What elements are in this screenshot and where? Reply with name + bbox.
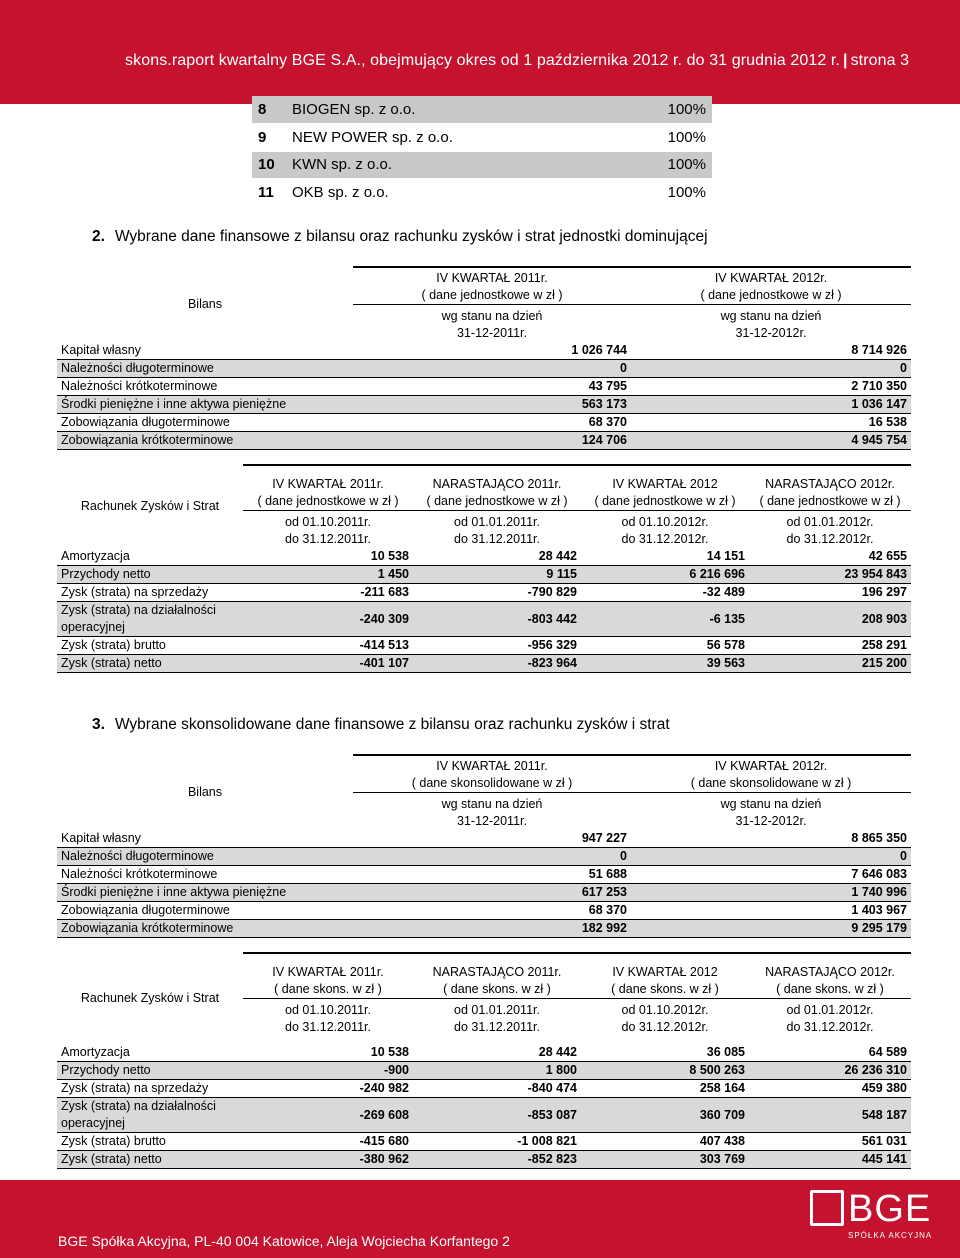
column-subheader: od 01.01.2012r. do 31.12.2012r. (786, 515, 874, 546)
value-cell: -415 680 (243, 1133, 413, 1151)
table-row (57, 342, 911, 360)
value-cell: 8 865 350 (631, 830, 911, 848)
table-row (57, 1151, 911, 1169)
pl-standalone-table (57, 464, 911, 673)
row-label: Zobowiązania krótkoterminowe (57, 432, 353, 450)
table-row (57, 1098, 911, 1133)
table-row (252, 124, 712, 152)
table-row (57, 920, 911, 938)
table-row (57, 884, 911, 902)
value-cell: 23 954 843 (749, 566, 911, 584)
section-heading: Wybrane skonsolidowane dane finansowe z bilansu oraz rachunku zysków i strat (114, 716, 670, 733)
value-cell: 10 538 (243, 1044, 413, 1062)
column-subheader: od 01.01.2012r. do 31.12.2012r. (786, 1003, 874, 1034)
value-cell: 28 442 (413, 1044, 581, 1062)
value-cell: 360 709 (581, 1098, 749, 1133)
column-subheader: od 01.01.2011r. do 31.12.2011r. (454, 515, 540, 546)
column-header: IV KWARTAŁ 2011r. ( dane jednostkowe w zł ) (243, 465, 413, 511)
section-number: 3. (92, 716, 105, 733)
value-cell: 9 295 179 (631, 920, 911, 938)
logo-text: BGE (848, 1188, 932, 1230)
value-cell: 1 036 147 (631, 396, 911, 414)
section-2-title (92, 228, 708, 246)
value-cell: -240 982 (243, 1080, 413, 1098)
column-subheader: wg stanu na dzień 31-12-2012r. (720, 309, 822, 340)
row-label: Zysk (strata) netto (57, 1151, 243, 1169)
value-cell: 182 992 (353, 920, 631, 938)
value-cell: -32 489 (581, 584, 749, 602)
value-cell: 1 026 744 (353, 342, 631, 360)
row-label: Kapitał własny (57, 342, 353, 360)
value-cell: 36 085 (581, 1044, 749, 1062)
row-label: Zysk (strata) na działalności operacyjnej (57, 602, 243, 637)
value-cell: 196 297 (749, 584, 911, 602)
table-row (57, 432, 911, 450)
value-cell: -211 683 (243, 584, 413, 602)
row-label: Przychody netto (57, 1062, 243, 1080)
value-cell: 563 173 (353, 396, 631, 414)
value-cell: 617 253 (353, 884, 631, 902)
row-label: Przychody netto (57, 566, 243, 584)
value-cell: 0 (353, 848, 631, 866)
column-subheader: od 01.10.2011r. do 31.12.2011r. (285, 1003, 371, 1034)
value-cell: -852 823 (413, 1151, 581, 1169)
value-cell: -6 135 (581, 602, 749, 637)
column-subheader: wg stanu na dzień 31-12-2012r. (720, 797, 822, 828)
column-header: IV KWARTAŁ 2012 ( dane jednostkowe w zł ) (581, 465, 749, 511)
row-label: Zysk (strata) na działalności operacyjnej (57, 1098, 243, 1133)
value-cell: -900 (243, 1062, 413, 1080)
table-row (57, 1044, 911, 1062)
row-label: Zobowiązania długoterminowe (57, 414, 353, 432)
row-label: Zysk (strata) na sprzedaży (57, 584, 243, 602)
value-cell: 43 795 (353, 378, 631, 396)
column-subheader: od 01.10.2012r. do 31.12.2012r. (621, 1003, 709, 1034)
row-label: Należności krótkoterminowe (57, 378, 353, 396)
table-row (57, 584, 911, 602)
value-cell: 258 291 (749, 637, 911, 655)
subsidiary-number: 9 (252, 124, 290, 152)
value-cell: 0 (631, 360, 911, 378)
table-row (57, 637, 911, 655)
row-label: Amortyzacja (57, 1044, 243, 1062)
subsidiary-share: 100% (612, 124, 712, 152)
row-label: Należności długoterminowe (57, 848, 353, 866)
table-row (57, 548, 911, 566)
table-row (57, 655, 911, 673)
value-cell: 4 945 754 (631, 432, 911, 450)
value-cell: 215 200 (749, 655, 911, 673)
subsidiaries-table (252, 96, 712, 207)
subsidiary-number: 11 (252, 179, 290, 207)
table-row (57, 1062, 911, 1080)
value-cell: -803 442 (413, 602, 581, 637)
table-row (57, 566, 911, 584)
row-label: Należności krótkoterminowe (57, 866, 353, 884)
value-cell: -840 474 (413, 1080, 581, 1098)
value-cell: 68 370 (353, 902, 631, 920)
value-cell: 28 442 (413, 548, 581, 566)
subsidiary-share: 100% (612, 179, 712, 207)
value-cell: 445 141 (749, 1151, 911, 1169)
value-cell: 8 714 926 (631, 342, 911, 360)
value-cell: -269 608 (243, 1098, 413, 1133)
column-header: IV KWARTAŁ 2011r. ( dane skonsolidowane w zł ) (353, 755, 631, 793)
row-label: Kapitał własny (57, 830, 353, 848)
table-row (252, 151, 712, 179)
value-cell: -956 329 (413, 637, 581, 655)
value-cell: 258 164 (581, 1080, 749, 1098)
subsidiary-number: 8 (252, 96, 290, 124)
balance-consolidated-table (57, 754, 911, 938)
report-title: skons.raport kwartalny BGE S.A., obejmujący okres od 1 października 2012 r. do 31 grudnia 2012 r. (125, 52, 840, 69)
value-cell: -853 087 (413, 1098, 581, 1133)
value-cell: 10 538 (243, 548, 413, 566)
value-cell: 208 903 (749, 602, 911, 637)
page-header (0, 0, 960, 104)
value-cell: 26 236 310 (749, 1062, 911, 1080)
section-3-title (92, 716, 670, 734)
value-cell: 39 563 (581, 655, 749, 673)
column-header: IV KWARTAŁ 2012 ( dane skons. w zł ) (581, 953, 749, 999)
value-cell: 56 578 (581, 637, 749, 655)
logo-subtitle: SPÓŁKA AKCYJNA (848, 1231, 933, 1240)
value-cell: -414 513 (243, 637, 413, 655)
value-cell: 1 403 967 (631, 902, 911, 920)
value-cell: -380 962 (243, 1151, 413, 1169)
column-header: NARASTAJĄCO 2012r. ( dane skons. w zł ) (749, 953, 911, 999)
value-cell: 42 655 (749, 548, 911, 566)
section-heading: Wybrane dane finansowe z bilansu oraz rachunku zysków i strat jednostki dominującej (114, 228, 708, 245)
page-number: strona 3 (850, 52, 910, 69)
column-header: NARASTAJĄCO 2012r. ( dane jednostkowe w zł ) (749, 465, 911, 511)
table-label: Rachunek Zysków i Strat (80, 991, 220, 1005)
table-row (57, 1080, 911, 1098)
column-header: IV KWARTAŁ 2011r. ( dane skons. w zł ) (243, 953, 413, 999)
value-cell: 2 710 350 (631, 378, 911, 396)
value-cell: 9 115 (413, 566, 581, 584)
column-subheader: wg stanu na dzień 31-12-2011r. (441, 797, 543, 828)
table-row (57, 360, 911, 378)
company-address: BGE Spółka Akcyjna, PL-40 004 Katowice, Aleja Wojciecha Korfantego 2 (58, 1233, 510, 1249)
table-row (57, 902, 911, 920)
column-subheader: wg stanu na dzień 31-12-2011r. (441, 309, 543, 340)
value-cell: -401 107 (243, 655, 413, 673)
table-row (57, 866, 911, 884)
subsidiary-name: OKB sp. z o.o. (290, 179, 612, 207)
row-label: Zysk (strata) brutto (57, 637, 243, 655)
value-cell: 0 (631, 848, 911, 866)
column-header: NARASTAJĄCO 2011r. ( dane jednostkowe w zł ) (413, 465, 581, 511)
table-row (57, 414, 911, 432)
table-label: Bilans (187, 297, 223, 311)
column-header: IV KWARTAŁ 2012r. ( dane skonsolidowane w zł ) (631, 755, 911, 793)
row-label: Należności długoterminowe (57, 360, 353, 378)
value-cell: 14 151 (581, 548, 749, 566)
value-cell: 7 646 083 (631, 866, 911, 884)
subsidiary-share: 100% (612, 96, 712, 124)
value-cell: 947 227 (353, 830, 631, 848)
value-cell: 16 538 (631, 414, 911, 432)
column-subheader: od 01.10.2011r. do 31.12.2011r. (285, 515, 371, 546)
value-cell: 51 688 (353, 866, 631, 884)
table-row (57, 1133, 911, 1151)
table-row (57, 848, 911, 866)
row-label: Zobowiązania długoterminowe (57, 902, 353, 920)
header-separator: | (842, 52, 848, 69)
value-cell: -1 008 821 (413, 1133, 581, 1151)
value-cell: -790 829 (413, 584, 581, 602)
value-cell: 68 370 (353, 414, 631, 432)
row-label: Środki pieniężne i inne aktywa pieniężne (57, 396, 353, 414)
row-label: Zysk (strata) netto (57, 655, 243, 673)
row-label: Amortyzacja (57, 548, 243, 566)
row-label: Zysk (strata) brutto (57, 1133, 243, 1151)
subsidiary-number: 10 (252, 151, 290, 179)
value-cell: 459 380 (749, 1080, 911, 1098)
table-row (57, 378, 911, 396)
value-cell: 0 (353, 360, 631, 378)
header-text (125, 52, 909, 70)
pl-consolidated-table (57, 952, 911, 1169)
value-cell: 1 450 (243, 566, 413, 584)
row-label: Zysk (strata) na sprzedaży (57, 1080, 243, 1098)
table-row (57, 602, 911, 637)
value-cell: 1 800 (413, 1062, 581, 1080)
value-cell: 8 500 263 (581, 1062, 749, 1080)
row-label: Zobowiązania krótkoterminowe (57, 920, 353, 938)
value-cell: -240 309 (243, 602, 413, 637)
table-row (252, 179, 712, 207)
column-header: NARASTAJĄCO 2011r. ( dane skons. w zł ) (413, 953, 581, 999)
value-cell: 124 706 (353, 432, 631, 450)
value-cell: 64 589 (749, 1044, 911, 1062)
value-cell: 303 769 (581, 1151, 749, 1169)
column-header: IV KWARTAŁ 2012r. ( dane jednostkowe w zł ) (631, 267, 911, 305)
table-label: Rachunek Zysków i Strat (80, 499, 220, 513)
value-cell: 6 216 696 (581, 566, 749, 584)
value-cell: 407 438 (581, 1133, 749, 1151)
section-number: 2. (92, 228, 105, 245)
subsidiary-name: KWN sp. z o.o. (290, 151, 612, 179)
balance-standalone-table (57, 266, 911, 450)
table-row (57, 830, 911, 848)
table-row (57, 396, 911, 414)
value-cell: 548 187 (749, 1098, 911, 1133)
page-footer (0, 1180, 960, 1258)
subsidiary-name: BIOGEN sp. z o.o. (290, 96, 612, 124)
value-cell: -823 964 (413, 655, 581, 673)
table-label: Bilans (187, 785, 223, 799)
bge-logo (810, 1188, 933, 1248)
subsidiary-name: NEW POWER sp. z o.o. (290, 124, 612, 152)
column-header: IV KWARTAŁ 2011r. ( dane jednostkowe w zł ) (353, 267, 631, 305)
value-cell: 1 740 996 (631, 884, 911, 902)
row-label: Środki pieniężne i inne aktywa pieniężne (57, 884, 353, 902)
logo-square-icon (810, 1190, 844, 1226)
value-cell: 561 031 (749, 1133, 911, 1151)
column-subheader: od 01.01.2011r. do 31.12.2011r. (454, 1003, 540, 1034)
column-subheader: od 01.10.2012r. do 31.12.2012r. (621, 515, 709, 546)
subsidiary-share: 100% (612, 151, 712, 179)
table-row (252, 96, 712, 124)
